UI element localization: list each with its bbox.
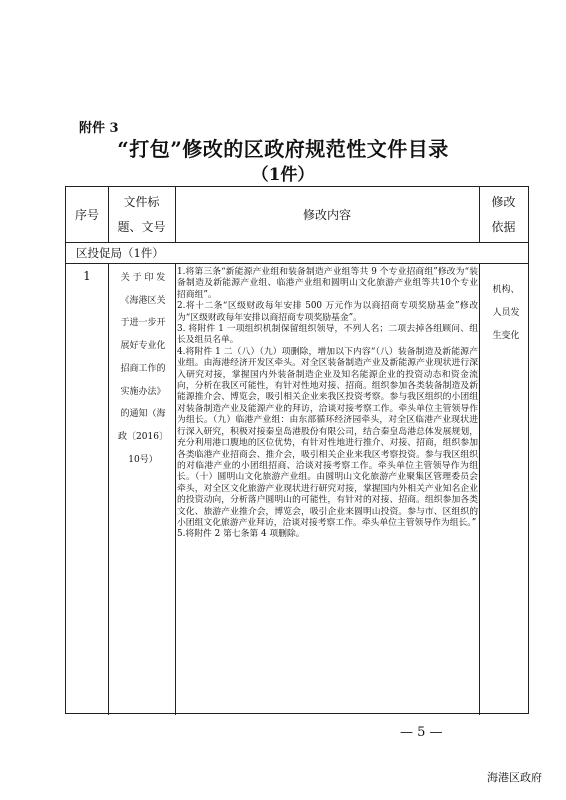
document-subtitle: （1件） xyxy=(251,165,315,185)
row-basis xyxy=(482,279,530,348)
row-content xyxy=(177,267,478,541)
table-divider xyxy=(479,264,480,715)
table-header-row xyxy=(66,187,528,243)
footer-organization: 海港区政府 xyxy=(487,771,542,784)
content-paragraph: 2.将十二条“区级财政每年安排 500 万元作为以商招商专项奖励基金”修改为“区级财政每年安排以商招商专项奖励基金”。 xyxy=(177,301,478,323)
content-paragraph: 3. 将附件 1 一项组织机制保留组织领导，不列人名；二项去掉各组顾问、组长及组员名单。 xyxy=(177,324,478,346)
header-seq: 序号 xyxy=(74,207,99,222)
file-name-line: 实施办法》 xyxy=(120,386,166,397)
attachment-label: 附件 3 xyxy=(79,121,119,136)
header-file-name-line2: 题、文号 xyxy=(117,220,166,234)
file-name-line: 招商工作的 xyxy=(120,363,166,374)
basis-line: 生变化 xyxy=(492,331,520,341)
file-name-line: 政〔2016〕 xyxy=(118,431,168,442)
file-name-line: 关 于 印 发 xyxy=(120,273,166,283)
page-number: — 5 — xyxy=(400,725,443,740)
table-divider xyxy=(108,264,109,715)
content-paragraph: 5.将附件 2 第七条第 4 项删除。 xyxy=(177,529,305,540)
document-table xyxy=(65,186,529,714)
file-name-line: 10号） xyxy=(128,454,158,465)
basis-line: 人员发 xyxy=(492,308,520,318)
table-divider xyxy=(175,264,176,715)
row-file-name xyxy=(112,267,174,471)
header-basis xyxy=(479,187,528,243)
header-file-name xyxy=(108,187,175,243)
header-basis-line1: 修改 xyxy=(491,195,516,209)
basis-line: 机构、 xyxy=(492,285,520,295)
header-file-name-line1: 文件标 xyxy=(123,195,160,209)
header-content: 修改内容 xyxy=(302,207,351,222)
file-name-line: 于进一步开 xyxy=(120,318,166,329)
file-name-line: 展好专业化 xyxy=(120,341,166,352)
content-paragraph: 4.将附件 1 二（八）（九）项删除，增加以下内容“（八）装备制造及新能源产业组。由海港经济开发区牵头。对全区装备制造产业及新能源产业现状进行深入研究对接，掌握国内外装备制造企业及知名能源企业的投资动态和资金流向，分析在我区可能性，有针对性地对接、招商。组织参加各类装备制造及新能源推介会、博览会，吸引相关企业来我区投资考察。参与我区组织的小团组对装备制造产业及能源产业的拜访，洽谈对接考察工作。牵头单位主管领导作为组长。（九）临港产业组：由东部循环经济园牵头，对全区临港产业现状进行深入研究，积极对接秦皇岛港股份有限公司，结合秦皇岛港总体发展规划，充分利用港口腹地的区位优势，有针对性地进行推介、对接、招商，组织参加各类临港产业招商会、推介会，吸引相关企业来我区考察投资。参与我区组织的对临港产业的小团组招商、洽谈对接考察工作。牵头单位主管领导作为组长。（十）圆明山文化旅游产业组。由圆明山文化旅游产业聚集区管理委员会牵头，对全区文化旅游产业现状进行研究对接，掌握国内外相关产业知名企业的投资动向，分析落户圆明山的可能性，有针对的对接、招商。组织参加各类文化、旅游产业推介会，博览会，吸引企业来圆明山投资。参与市、区组织的小团组文化旅游产业拜访，洽谈对接考察工作。牵头单位主管领导作为组长。” xyxy=(177,346,478,528)
file-name-line: 的通知（海 xyxy=(120,409,166,420)
file-name-line: 《海港区关 xyxy=(120,295,166,306)
row-seq: 1 xyxy=(83,269,91,283)
group-row: 区投促局（1件） xyxy=(66,243,528,264)
document-title: “打包”修改的区政府规范性文件目录 xyxy=(117,137,449,161)
header-basis-line2: 依据 xyxy=(491,220,516,234)
content-paragraph: 1.将第三条“新能源产业组和装备制造产业组等共 9 个专业招商组”修改为“装备制造及新能源产业组、临港产业组和圆明山文化旅游产业组等共10个专业招商组”。 xyxy=(177,267,478,300)
